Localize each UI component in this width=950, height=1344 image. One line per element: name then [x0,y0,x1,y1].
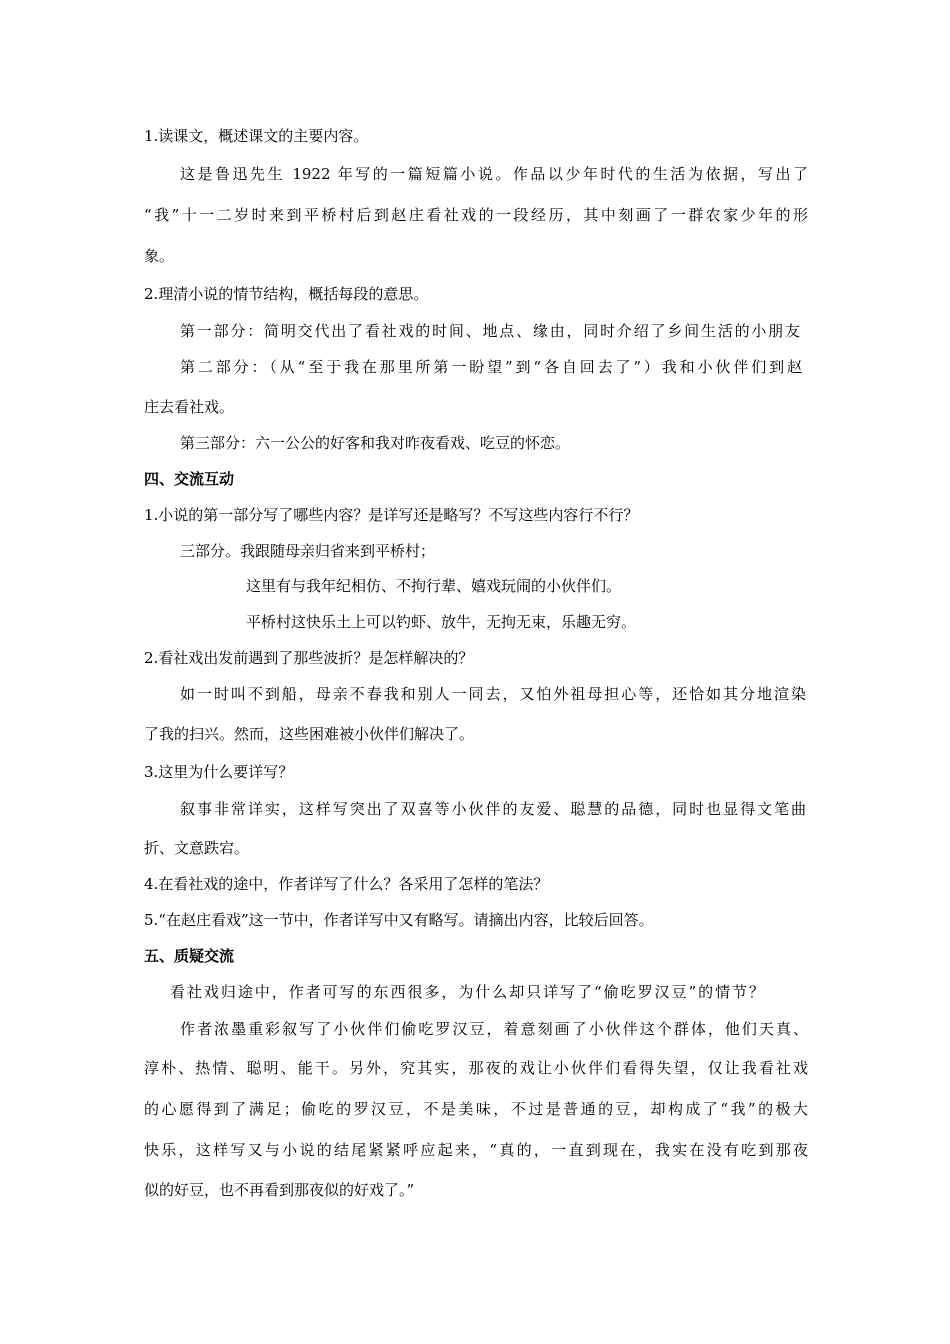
interaction-question-1: 1.小说的第一部分写了哪些内容？是详写还是略写？不写这些内容行不行？ [144,506,639,524]
paragraph-line: 三部分。我跟随母亲归省来到平桥村； [180,542,436,560]
paragraph-line: 如一时叫不到船，母亲不春我和别人一同去，又怕外祖母担心等，还恰如其分地渲染 [180,685,806,703]
paragraph-line: 作者浓墨重彩叙写了小伙伴们偷吃罗汉豆，着意刻画了小伙伴这个群体，他们天真、 [180,1020,808,1038]
item-2-question: 2.理清小说的情节结构，概括每段的意思。 [144,285,429,303]
interaction-question-3: 3.这里为什么要详写？ [144,763,294,781]
section-heading: 四、交流互动 [144,470,235,488]
paragraph-line: 第一部分：简明交代出了看社戏的时间、地点、缘由，同时介绍了乡间生活的小朋友 [180,322,800,340]
interaction-question-5: 5.“在赵庄看戏”这一节中，作者详写中又有略写。请摘出内容，比较后回答。 [144,911,654,929]
paragraph-line: “我”十一二岁时来到平桥村后到赵庄看社戏的一段经历，其中刻画了一群农家少年的形 [144,206,808,224]
indented-line: 平桥村这快乐土上可以钓虾、放牛，无拘无束，乐趣无穷。 [246,613,637,631]
paragraph-line: 了我的扫兴。然而，这些困难被小伙伴们解决了。 [144,725,475,743]
paragraph-line: 折、文意跌宕。 [144,839,250,857]
paragraph-line: 看社戏归途中，作者可写的东西很多，为什么却只详写了“偷吃罗汉豆”的情节？ [170,983,764,1001]
paragraph-line: 第二部分：（从“至于我在那里所第一盼望”到“各自回去了”）我和小伙伴们到赵 [180,358,802,376]
paragraph-line: 的心愿得到了满足；偷吃的罗汉豆，不是美味，不过是普通的豆，却构成了“我”的极大 [144,1100,808,1118]
paragraph-line: 快乐，这样写又与小说的结尾紧紧呼应起来，“真的，一直到现在，我实在没有吃到那夜 [144,1141,808,1159]
interaction-question-4: 4.在看社戏的途中，作者详写了什么？各采用了怎样的笔法？ [144,875,549,893]
paragraph-line: 象。 [144,247,175,265]
indented-line: 这里有与我年纪相仿、不拘行辈、嬉戏玩闹的小伙伴们。 [246,577,622,595]
section-heading: 五、质疑交流 [144,947,235,965]
paragraph-line: 这是鲁迅先生 1922 年写的一篇短篇小说。作品以少年时代的生活为依据，写出了 [180,165,808,183]
paragraph-line: 第三部分：六一公公的好客和我对昨夜看戏、吃豆的怀恋。 [180,434,571,452]
interaction-question-2: 2.看社戏出发前遇到了那些波折？是怎样解决的？ [144,649,474,667]
paragraph-line: 似的好豆，也不再看到那夜似的好戏了。” [144,1181,415,1199]
paragraph-line: 叙事非常详实，这样写突出了双喜等小伙伴的友爱、聪慧的品德，同时也显得文笔曲 [180,800,806,818]
paragraph-line: 庄去看社戏。 [144,398,235,416]
item-1-question: 1.读课文，概述课文的主要内容。 [144,127,369,145]
paragraph-line: 淳朴、热情、聪明、能干。另外，究其实，那夜的戏让小伙伴们看得失望，仅让我看社戏 [144,1059,808,1077]
